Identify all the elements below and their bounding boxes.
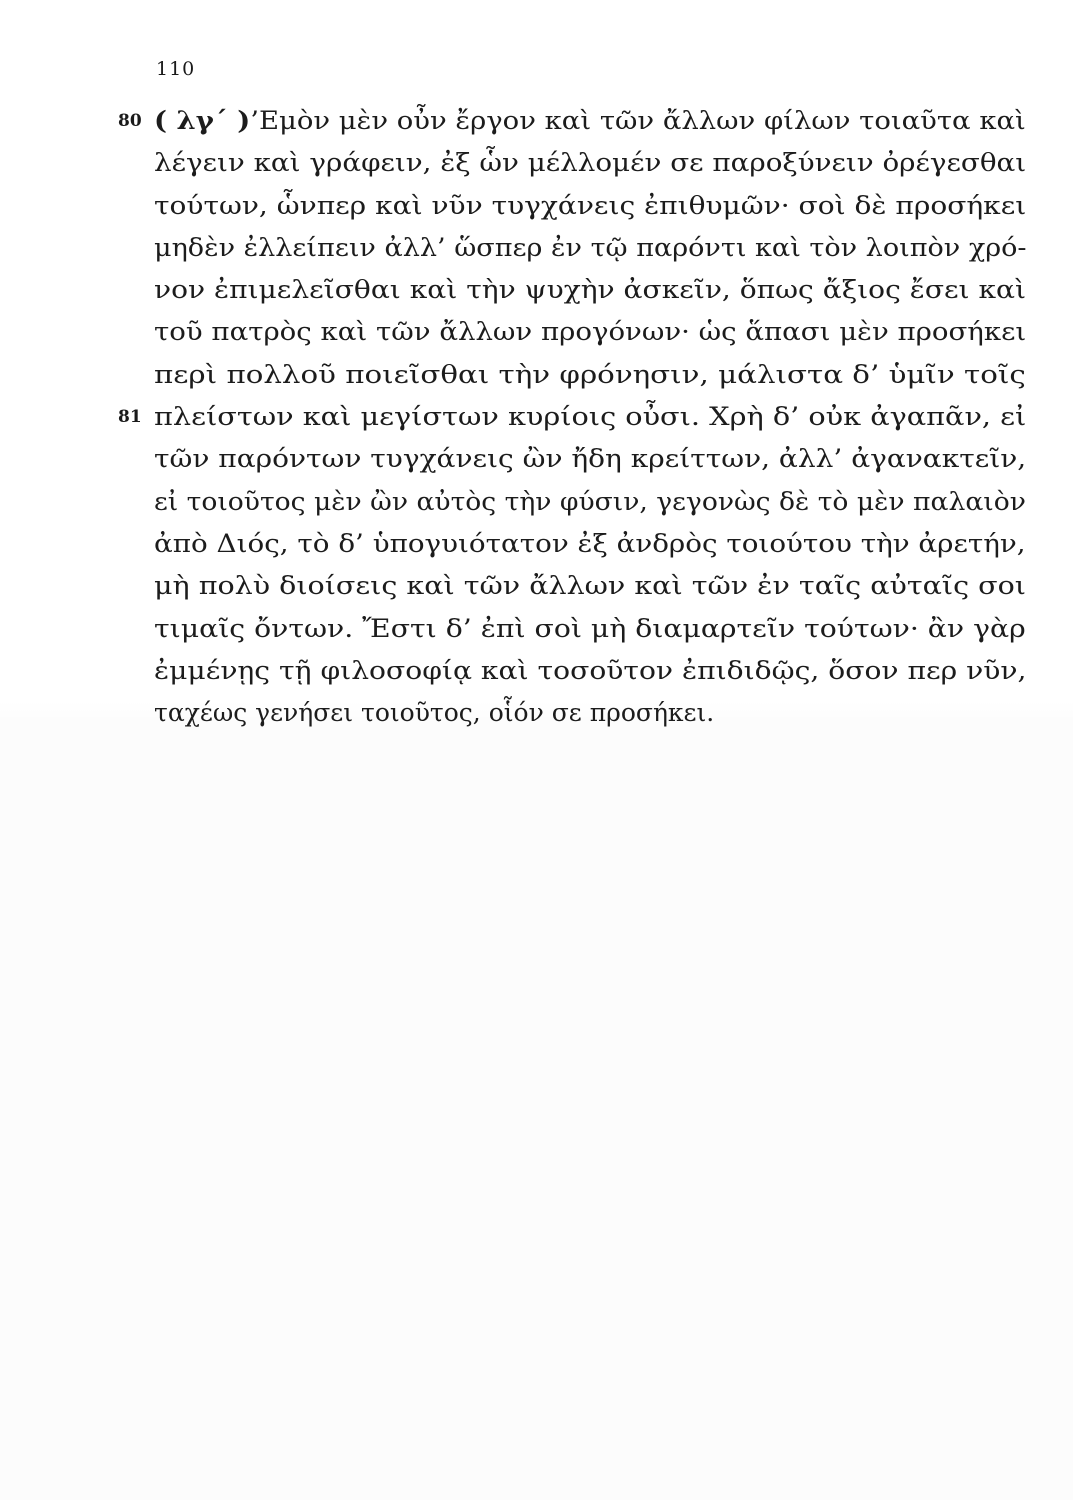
text-line — [118, 565, 1026, 607]
text-line — [118, 269, 1027, 311]
line-content: ’Εμὸν μὲν οὖν ἔργον καὶ τῶν ἄλλων φίλων τοιαῦτα καὶ — [250, 106, 1026, 135]
line-text: ἀπὸ Διός, τὸ δ’ ὑπογυιότατον ἐξ ἀνδρὸς τοιούτου τὴν ἀρετήν, — [154, 528, 1026, 558]
line-text: τῶν παρόντων τυγχάνεις ὢν ἤδη κρείττων, ἀλλ’ ἀγανακτεῖν, — [154, 444, 1027, 474]
text-line — [118, 438, 1027, 480]
text-line — [118, 185, 1027, 227]
line-text: νον ἐπιμελεῖσθαι καὶ τὴν ψυχὴν ἀσκεῖν, ὅπως ἄξιος ἔσει καὶ — [154, 275, 1027, 305]
line-text: μηδὲν ἐλλείπειν ἀλλ’ ὥσπερ ἐν τῷ παρόντι καὶ τὸν λοιπὸν χρό- — [154, 232, 1027, 262]
text-line — [118, 311, 1027, 353]
line-text: τιμαῖς ὄντων. Ἔστι δ’ ἐπὶ σοὶ μὴ διαμαρτεῖν τούτων· ἂν γὰρ — [154, 613, 1026, 643]
line-text: ταχέως γενήσει τοιοῦτος, οἷόν σε προσήκει. — [154, 698, 715, 728]
text-line — [118, 100, 1026, 142]
line-text: μὴ πολὺ διοίσεις καὶ τῶν ἄλλων καὶ τῶν ἐν ταῖς αὐταῖς σοι — [154, 571, 1026, 601]
text-line — [118, 481, 1026, 523]
text-line — [118, 396, 1027, 438]
text-line — [118, 650, 1027, 692]
line-text: περὶ πολλοῦ ποιεῖσθαι τὴν φρόνησιν, μάλιστα δ’ ὑμῖν τοῖς — [154, 359, 1026, 389]
section-number: 80 — [118, 111, 142, 131]
text-line — [118, 692, 1008, 734]
text-line — [118, 354, 1026, 396]
line-text: εἰ τοιοῦτος μὲν ὢν αὐτὸς τὴν φύσιν, γεγονὼς δὲ τὸ μὲν παλαιὸν — [154, 486, 1026, 516]
line-text: λέγειν καὶ γράφειν, ἐξ ὧν μέλλομέν σε παροξύνειν ὀρέγεσθαι — [154, 148, 1027, 178]
text-block — [118, 100, 1027, 734]
line-text — [154, 100, 1026, 142]
line-text: ἐμμένῃς τῇ φιλοσοφίᾳ καὶ τοσοῦτον ἐπιδιδῷς, ὅσον περ νῦν, — [154, 655, 1027, 685]
text-line — [118, 142, 1027, 184]
page-number: 110 — [156, 58, 196, 80]
line-text: πλείστων καὶ μεγίστων κυρίοις οὖσι. Χρὴ δ’ οὐκ ἀγαπᾶν, εἰ — [154, 402, 1027, 432]
line-text: τούτων, ὧνπερ καὶ νῦν τυγχάνεις ἐπιθυμῶν· σοὶ δὲ προσήκει — [154, 190, 1027, 220]
text-line — [118, 608, 1026, 650]
text-line — [118, 523, 1026, 565]
line-text: τοῦ πατρὸς καὶ τῶν ἄλλων προγόνων· ὡς ἅπασι μὲν προσήκει — [154, 317, 1027, 347]
text-line — [118, 227, 1027, 269]
chapter-mark: ( λγ΄ ) — [154, 106, 251, 135]
section-number: 81 — [118, 407, 142, 428]
